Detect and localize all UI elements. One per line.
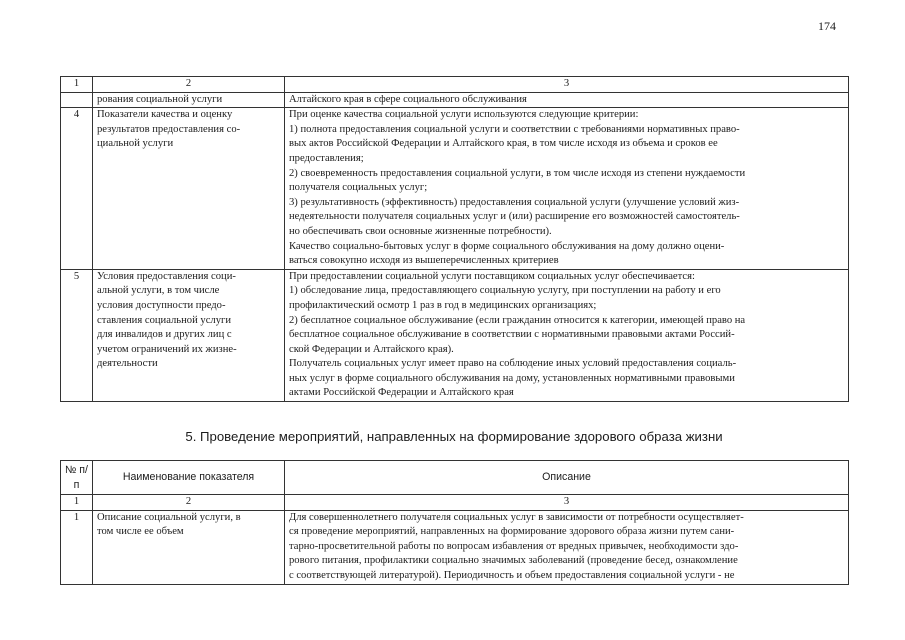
description-line: тарно-просветительной работы по вопросам избавления от вредных привычек, необходимости здо- [289, 540, 739, 552]
column-number-2: 2 [93, 77, 285, 93]
description-line: бесплатное социальное обслуживание в соответствии с нормативными правовыми актами Россий- [289, 329, 735, 341]
description-line: При оценке качества социальной услуги используются следующие критерии: [289, 109, 639, 121]
description-line: получателя социальных услуг; [289, 182, 428, 194]
name-line: учетом ограничений их жизне- [97, 343, 237, 355]
description-line: 1) полнота предоставления социальной услуги и соответствии с требованиями нормативных право- [289, 123, 740, 135]
row-number: 5 [61, 269, 93, 401]
name-line: для инвалидов и других лиц с [97, 329, 232, 341]
column-number-2: 2 [93, 495, 285, 511]
description-line: с соответствующей литературой). Периодичность и объем предоставления социальной услуги - не [289, 569, 735, 581]
header-name: Наименование показателя [93, 461, 285, 495]
name-line: альной услуги, в том числе [97, 285, 220, 297]
description-line: 2) бесплатное социальное обслуживание (если гражданин относится к категории, имеющей право на [289, 314, 746, 326]
indicator-description [285, 108, 849, 270]
description-line: профилактический осмотр 1 раз в год в медицинских организациях; [289, 299, 597, 311]
description-line: ской Федерации и Алтайского края). [289, 343, 454, 355]
name-line: том числе ее объем [97, 526, 184, 538]
description-line: недеятельности получателя социальных услуг и (или) расширение его возможностей самостоятель- [289, 211, 740, 223]
description-line: ных услуг в форме социального обслуживания на дому, установленных нормативными правовыми [289, 372, 735, 384]
indicator-name [93, 108, 285, 270]
description-line: актами Российской Федерации и Алтайского края [289, 387, 514, 399]
healthy-lifestyle-table [60, 460, 849, 585]
description-line: Для совершеннолетнего получателя социальных услуг в зависимости от потребности осуществляет- [289, 511, 744, 523]
column-number-3: 3 [285, 77, 849, 93]
services-table-continued [60, 76, 849, 402]
column-number-3: 3 [285, 495, 849, 511]
description-line: 2) своевременность предоставления социальной услуги, в том числе исходя из степени нуждаемости [289, 167, 746, 179]
description-line: Качество социально-бытовых услуг в форме социального обслуживания на дому должно оцени- [289, 240, 725, 252]
description-line: рового питания, профилактики социально значимых заболеваний (проведение бесед, ознакомление [289, 555, 738, 567]
header-description: Описание [285, 461, 849, 495]
column-number-1: 1 [61, 495, 93, 511]
table-row [61, 269, 849, 401]
indicator-description [285, 269, 849, 401]
name-line: деятельности [97, 358, 158, 370]
description-line: предоставления; [289, 152, 364, 164]
description-line: ваться совокупно исходя из вышеперечисленных критериев [289, 255, 559, 267]
name-line: Описание социальной услуги, в [97, 511, 241, 523]
section-heading: 5. Проведение мероприятий, направленных на формирование здорового образа жизни [185, 429, 723, 444]
description-line: 1) обследование лица, предоставляющего социальную услугу, при поступлении на работу и его [289, 285, 721, 297]
description-line: Получатель социальных услуг имеет право на соблюдение иных условий предоставления социаль- [289, 358, 737, 370]
indicator-name [93, 269, 285, 401]
description-line: вых актов Российской Федерации и Алтайского края, в том числе исходя из объема и сроков ее [289, 138, 718, 150]
indicator-description [285, 510, 849, 584]
name-line: Условия предоставления соци- [97, 270, 236, 282]
column-number-row [61, 77, 849, 93]
name-line: условия доступности предо- [97, 299, 226, 311]
description-line: но обеспечивать свои основные жизненные потребности). [289, 225, 552, 237]
indicator-name [93, 510, 285, 584]
column-number-1: 1 [61, 77, 93, 93]
description-line: При предоставлении социальной услуги поставщиком социальных услуг обеспечивается: [289, 270, 695, 282]
continued-row-name: рования социальной услуги [93, 92, 285, 108]
name-line: Показатели качества и оценку [97, 109, 233, 121]
continued-row-description: Алтайского края в сфере социального обслуживания [285, 92, 849, 108]
name-line: результатов предоставления со- [97, 123, 241, 135]
description-line: ся проведение мероприятий, направленных на формирование здорового образа жизни путем сани- [289, 526, 735, 538]
table-row [61, 510, 849, 584]
row-number: 1 [61, 510, 93, 584]
column-number-row [61, 495, 849, 511]
name-line: циальной услуги [97, 138, 174, 150]
continued-row [61, 92, 849, 108]
table-row [61, 108, 849, 270]
page-number: 174 [818, 19, 836, 33]
header-row [61, 461, 849, 495]
name-line: ставления социальной услуги [97, 314, 232, 326]
row-number: 4 [61, 108, 93, 270]
description-line: 3) результативность (эффективность) предоставления социальной услуги (улучшение условий жиз- [289, 196, 740, 208]
header-number: № п/п [61, 461, 93, 495]
